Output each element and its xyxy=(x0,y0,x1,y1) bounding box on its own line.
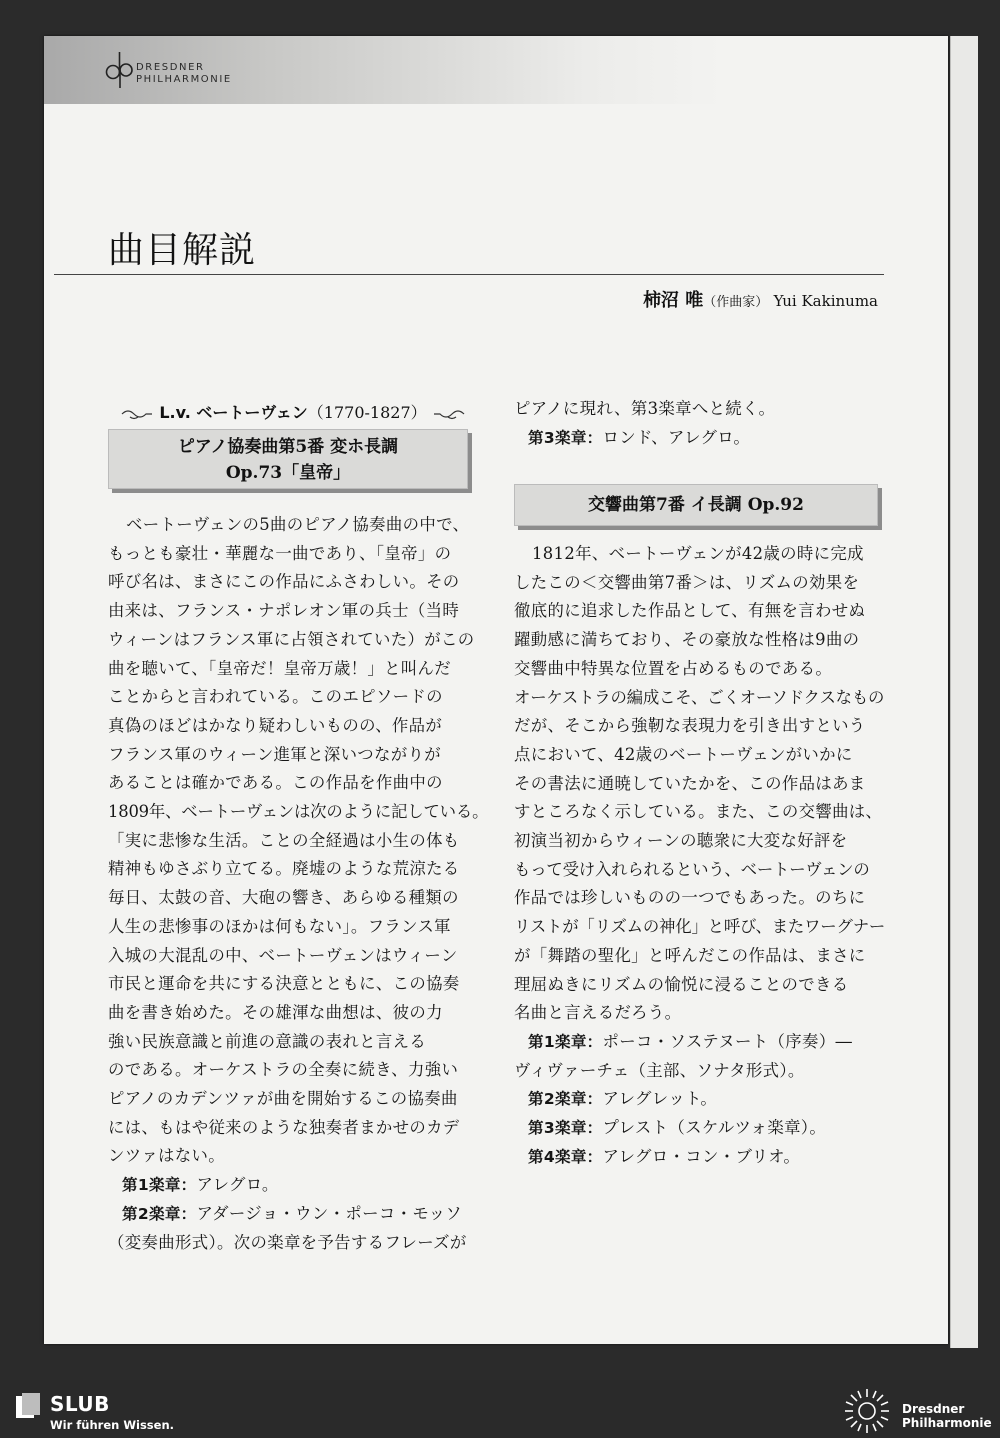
paragraph-line: あることは確かである。この作品を作曲中の xyxy=(108,773,443,793)
author-role: （作曲家） xyxy=(703,295,769,310)
header-org-name: DRESDNER PHILHARMONIE xyxy=(136,62,232,85)
paragraph-line: 入城の大混乱の中、ベートーヴェンはウィーン xyxy=(108,945,458,965)
work-title-box xyxy=(108,429,468,489)
paragraph-line: リストが「リズムの神化」と呼び、またワーグナー xyxy=(514,917,886,937)
paragraph-line: 呼び名は、まさにこの作品にふさわしい。その xyxy=(108,572,460,592)
movement-line xyxy=(514,1143,886,1172)
paragraph-line: 1812年、ベートーヴェンが42歳の時に完成 xyxy=(532,544,864,563)
author-name: 柿沼 唯 xyxy=(642,290,704,311)
movement-tempo: プレスト（スケルツォ楽章）。 xyxy=(602,1118,827,1138)
movement-line xyxy=(514,1085,886,1114)
paragraph-line: 強い民族意識と前進の意識の表れと言える xyxy=(108,1031,427,1051)
work-title-box xyxy=(514,484,878,526)
paragraph-line: 理屈ぬきにリズムの愉悦に浸ることのできる xyxy=(514,974,849,994)
paragraph-line: したこの＜交響曲第7番＞は、リズムの効果を xyxy=(514,572,860,592)
movement-tempo: ポーコ・ソステヌート（序奏）― xyxy=(602,1031,853,1051)
paragraph-line: ヴィヴァーチェ（主部、ソナタ形式）。 xyxy=(514,1060,805,1080)
paragraph-line: 真偽のほどはかなり疑わしいものの、作品が xyxy=(108,715,443,735)
paragraph-line: ンツァはない。 xyxy=(108,1146,226,1166)
paragraph-line: ピアノのカデンツァが曲を開始するこの協奏曲 xyxy=(108,1089,458,1109)
movement-label: 第3楽章： xyxy=(528,1119,603,1138)
paragraph-line: 点において、42歳のベートーヴェンがいかに xyxy=(514,744,853,764)
paragraph-line: 「実に悲惨な生活。ことの全経過は小生の体も xyxy=(108,830,460,850)
paragraph-line: オーケストラの編成こそ、ごくオーソドクスなもの xyxy=(514,687,885,707)
paragraph-line: （変奏曲形式）。次の楽章を予告するフレーズが xyxy=(108,1232,467,1252)
paragraph-line: 初演当初からウィーンの聴衆に大変な好評を xyxy=(514,831,848,851)
paragraph-line: すところなく示している。また、この交響曲は、 xyxy=(514,802,883,822)
paragraph-line: フランス軍のウィーン進軍と深いつながりが xyxy=(108,744,442,764)
paragraph-line: 精神もゆさぶり立てる。廃墟のような荒涼たる xyxy=(108,859,460,879)
paragraph-line: 人生の悲惨事のほかは何もない」。フランス軍 xyxy=(108,916,451,936)
left-column xyxy=(108,511,489,1257)
movement-line xyxy=(108,1200,480,1229)
work-title-line: Op.73「皇帝」 xyxy=(225,463,351,483)
paragraph-line: 作品では珍しいものの一つでもあった。のちに xyxy=(514,888,866,908)
paragraph-line: 1809年、ベートーヴェンは次のように記している。 xyxy=(108,802,489,822)
paragraph-line: 交響曲中特異な位置を占めるものである。 xyxy=(514,658,833,678)
paragraph-line: 市民と運命を共にする決意とともに、この協奏 xyxy=(108,974,460,994)
dresdner-philharmonie-logo-icon xyxy=(104,46,134,90)
program-page xyxy=(44,36,948,1344)
ornament-right-icon xyxy=(432,408,466,420)
slub-name: SLUB xyxy=(50,1392,110,1416)
movement-line xyxy=(514,1028,886,1057)
paragraph-line: のである。オーケストラの全奏に続き、力強い xyxy=(108,1060,459,1080)
movement-tempo: アレグロ。 xyxy=(196,1175,279,1195)
adjacent-page-edge xyxy=(950,36,978,1348)
movement-line xyxy=(514,1114,886,1143)
ornament-left-icon xyxy=(120,408,154,420)
slub-book-icon xyxy=(14,1392,42,1422)
movement-tempo: アダージョ・ウン・ポーコ・モッソ xyxy=(196,1203,463,1223)
paragraph-line: ウィーンはフランス軍に占領されていた）がこの xyxy=(108,629,475,649)
work-title-line: 交響曲第7番 イ長調 Op.92 xyxy=(588,495,804,515)
paragraph-line: 曲を聴いて、「皇帝だ！皇帝万歳！」と叫んだ xyxy=(108,658,452,678)
page-title: 曲目解説 xyxy=(108,230,257,271)
title-divider xyxy=(54,274,884,275)
composer-years: （1770-1827） xyxy=(307,403,427,422)
movement-label: 第2楽章： xyxy=(528,1090,603,1109)
paragraph-line: もって受け入れられるという、ベートーヴェンの xyxy=(514,859,870,879)
composer-name: L.v. ベートーヴェン xyxy=(159,403,308,422)
movement-label: 第4楽章： xyxy=(528,1147,603,1166)
paragraph-line: 毎日、太鼓の音、大砲の響き、あらゆる種類の xyxy=(108,888,459,908)
paragraph-line: 躍動感に満ちており、その豪放な性格は9曲の xyxy=(514,630,860,650)
paragraph-line: が「舞踏の聖化」と呼んだこの作品は、まさに xyxy=(514,945,866,965)
movement-label: 第1楽章： xyxy=(528,1032,603,1051)
philharmonie-sunburst-icon[interactable] xyxy=(840,1386,894,1436)
paragraph-line: 由来は、フランス・ナポレオン軍の兵士（当時 xyxy=(108,601,460,621)
paragraph-line: もっとも豪壮・華麗な一曲であり、「皇帝」の xyxy=(108,543,452,563)
movement-tempo: アレグレット。 xyxy=(602,1089,718,1109)
movement-line xyxy=(514,424,886,453)
paragraph-line: ベートーヴェンの5曲のピアノ協奏曲の中で、 xyxy=(126,515,470,534)
paragraph-line: 徹底的に追求した作品として、有無を言わせぬ xyxy=(514,601,866,621)
slub-tagline: Wir führen Wissen. xyxy=(50,1418,175,1432)
paragraph-line: には、もはや従来のような独奏者まかせのカデ xyxy=(108,1117,460,1137)
movement-tempo: ロンド、アレグロ。 xyxy=(602,427,751,447)
author-latin-name: Yui Kakinuma xyxy=(773,292,878,310)
movement-label: 第2楽章： xyxy=(122,1204,197,1223)
paragraph-line: 名曲と言えるだろう。 xyxy=(514,1003,682,1023)
work-title-line: ピアノ協奏曲第5番 変ホ長調 xyxy=(177,437,399,457)
paragraph-line: 曲を書き始めた。その雄渾な曲想は、彼の力 xyxy=(108,1002,443,1022)
movement-label: 第1楽章： xyxy=(122,1176,197,1195)
paragraph-line: その書法に通暁していたかを、この作品はあま xyxy=(514,773,866,793)
paragraph-line: ピアノに現れ、第3楽章へと続く。 xyxy=(514,399,776,418)
right-column xyxy=(514,540,886,1171)
composer-heading xyxy=(108,400,478,423)
paragraph-line: ことからと言われている。このエピソードの xyxy=(108,687,443,707)
movement-label: 第3楽章： xyxy=(528,428,603,447)
paragraph-line: だが、そこから強靭な表現力を引き出すという xyxy=(514,716,866,736)
author-credit xyxy=(544,286,878,312)
movement-line xyxy=(108,1171,480,1200)
right-column-top xyxy=(514,395,886,452)
philharmonie-name: Dresdner Philharmonie xyxy=(902,1402,992,1430)
movement-tempo: アレグロ・コン・ブリオ。 xyxy=(602,1146,801,1166)
